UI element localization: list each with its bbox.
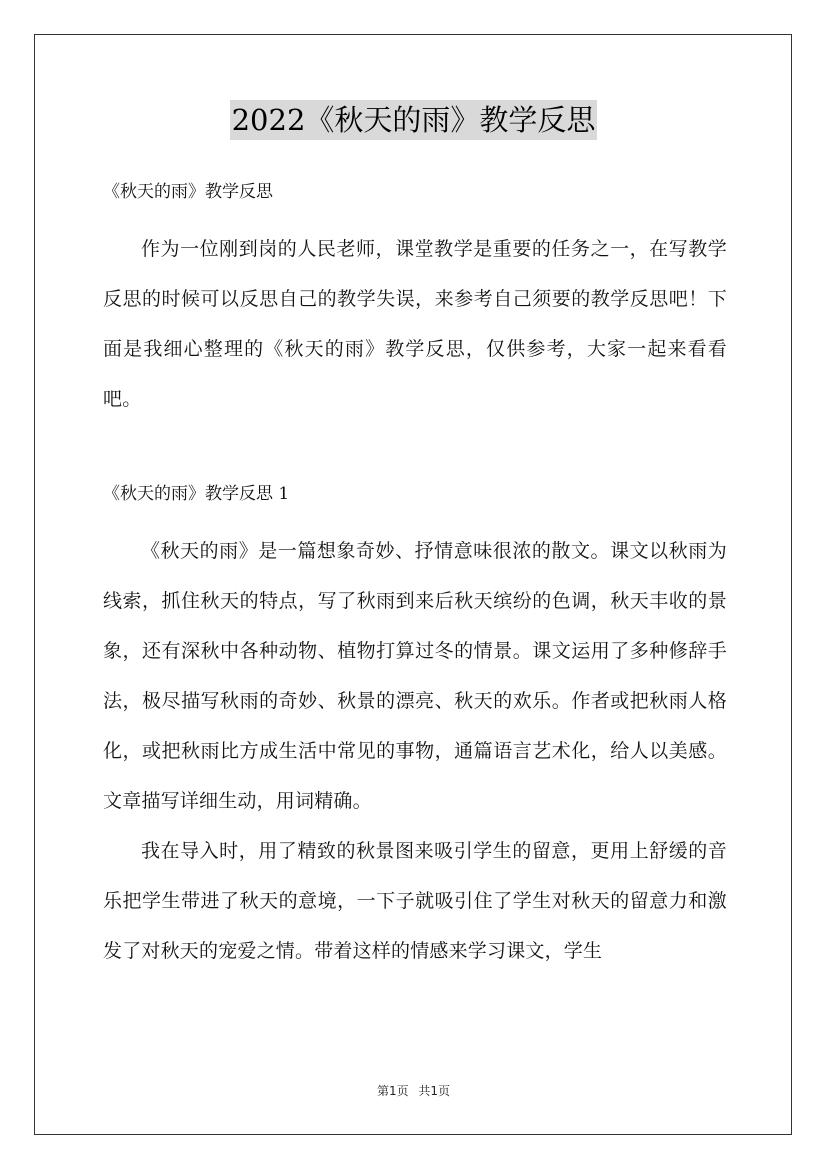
section1-paragraph-2: 我在导入时，用了精致的秋景图来吸引学生的留意，更用上舒缓的音乐把学生带进了秋天的意境，一下子就吸引住了学生对秋天的留意力和激发了对秋天的宠爱之情。带着这样的情感来学习课文，学生 — [103, 840, 727, 962]
section1-heading: 《秋天的雨》教学反思 1 — [103, 484, 290, 504]
spacer — [103, 516, 727, 526]
document-body — [103, 170, 727, 976]
title-container — [0, 100, 827, 140]
section1-paragraph-1: 《秋天的雨》是一篇想象奇妙、抒情意味很浓的散文。课文以秋雨为线索，抓住秋天的特点，写了秋雨到来后秋天缤纷的色调，秋天丰收的景象，还有深秋中各种动物、植物打算过冬的情景。课文运用了多种修辞手法，极尽描写秋雨的奇妙、秋景的漂亮、秋天的欢乐。作者或把秋雨人格化，或把秋雨比方成生活中常见的事物，通篇语言艺术化，给人以美感。文章描写详细生动，用词精确。 — [103, 540, 727, 812]
page-footer — [0, 1082, 827, 1099]
intro-paragraph: 作为一位刚到岗的人民老师，课堂教学是重要的任务之一，在写教学反思的时候可以反思自己的教学失误，来参考自己须要的教学反思吧！下面是我细心整理的《秋天的雨》教学反思，仅供参考，大家一起来看看吧。 — [103, 238, 727, 410]
spacer — [103, 424, 727, 472]
document-title: 2022《秋天的雨》教学反思 — [230, 100, 598, 140]
subheading: 《秋天的雨》教学反思 — [103, 182, 273, 202]
page-number: 第1页 — [376, 1084, 409, 1098]
spacer — [103, 214, 727, 224]
page-total: 共1页 — [418, 1084, 451, 1098]
